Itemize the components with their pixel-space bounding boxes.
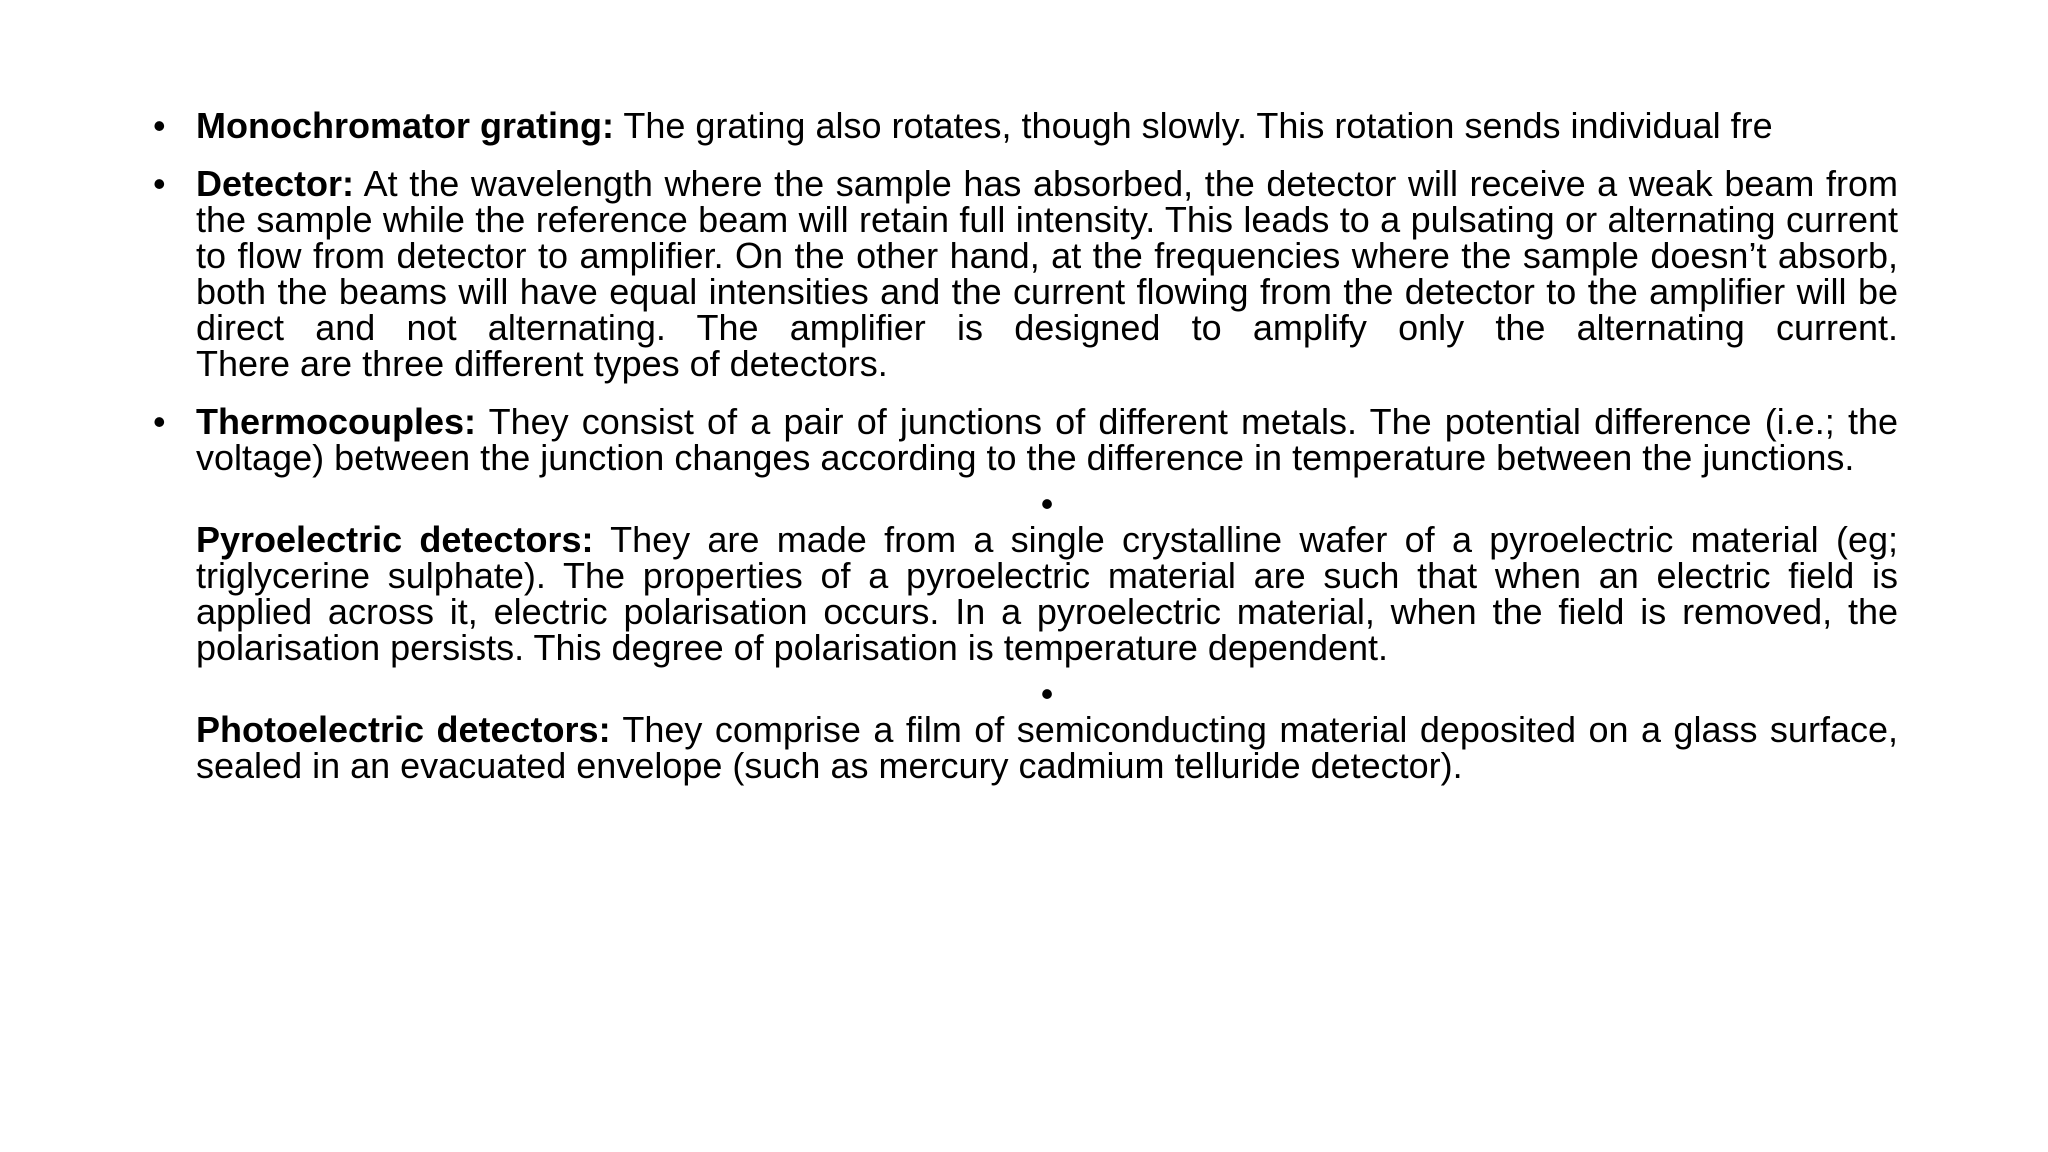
item-heading: Photoelectric detectors: [196,709,611,750]
item-text: They comprise a film of semiconducting material deposited on a glass surface, sealed in an evacuated envelope (such as mercury cadmium telluride detector). [196,709,1898,786]
bullet-icon: • [1040,483,1054,524]
item-text: They are made from a single crystalline wafer of a pyroelectric material (eg; triglycerine sulphate). The properties of a pyroelectric material are such that when an electric field is applied across it, electric polarisation occurs. In a pyroelectric material, when the field is removed, the polarisation persists. This degree of polarisation is temperature dependent. [196,519,1898,668]
item-paragraph [196,163,1898,348]
list-item-monochromator [150,105,1898,146]
item-text: At the wavelength where the sample has absorbed, the detector will receive a weak beam from the sample while the reference beam will retain full intensity. This leads to a pulsating or alternating current to flow from detector to amplifier. On the other hand, at the frequencies where the sample doesn’t absorb, both the beams will have equal intensities and the current flowing from the detector to the amplifier will be direct and not alternating. The amplifier is designed to amplify only the alternating current. [196,163,1898,348]
item-heading: Pyroelectric detectors: [196,519,594,560]
bullet-list [150,105,1898,786]
list-item-detector [150,163,1898,384]
list-item-thermocouples [150,401,1898,478]
item-text-continued: There are three different types of detectors. [196,343,888,384]
bullet-icon: • [153,401,166,442]
list-item-pyroelectric [150,519,1898,668]
bullet-icon: • [153,105,166,146]
item-text: The grating also rotates, though slowly. This rotation sends individual fre [613,105,1773,146]
list-item-photoelectric [150,709,1898,786]
item-heading: Monochromator grating: [196,105,614,146]
bullet-icon: • [1040,673,1054,714]
item-text: They consist of a pair of junctions of different metals. The potential difference (i.e.; the voltage) between the junction changes according to the difference in temperature between the junctions. [196,401,1898,478]
item-heading: Thermocouples: [196,401,477,442]
item-heading: Detector: [196,163,355,204]
bullet-icon: • [153,163,166,204]
